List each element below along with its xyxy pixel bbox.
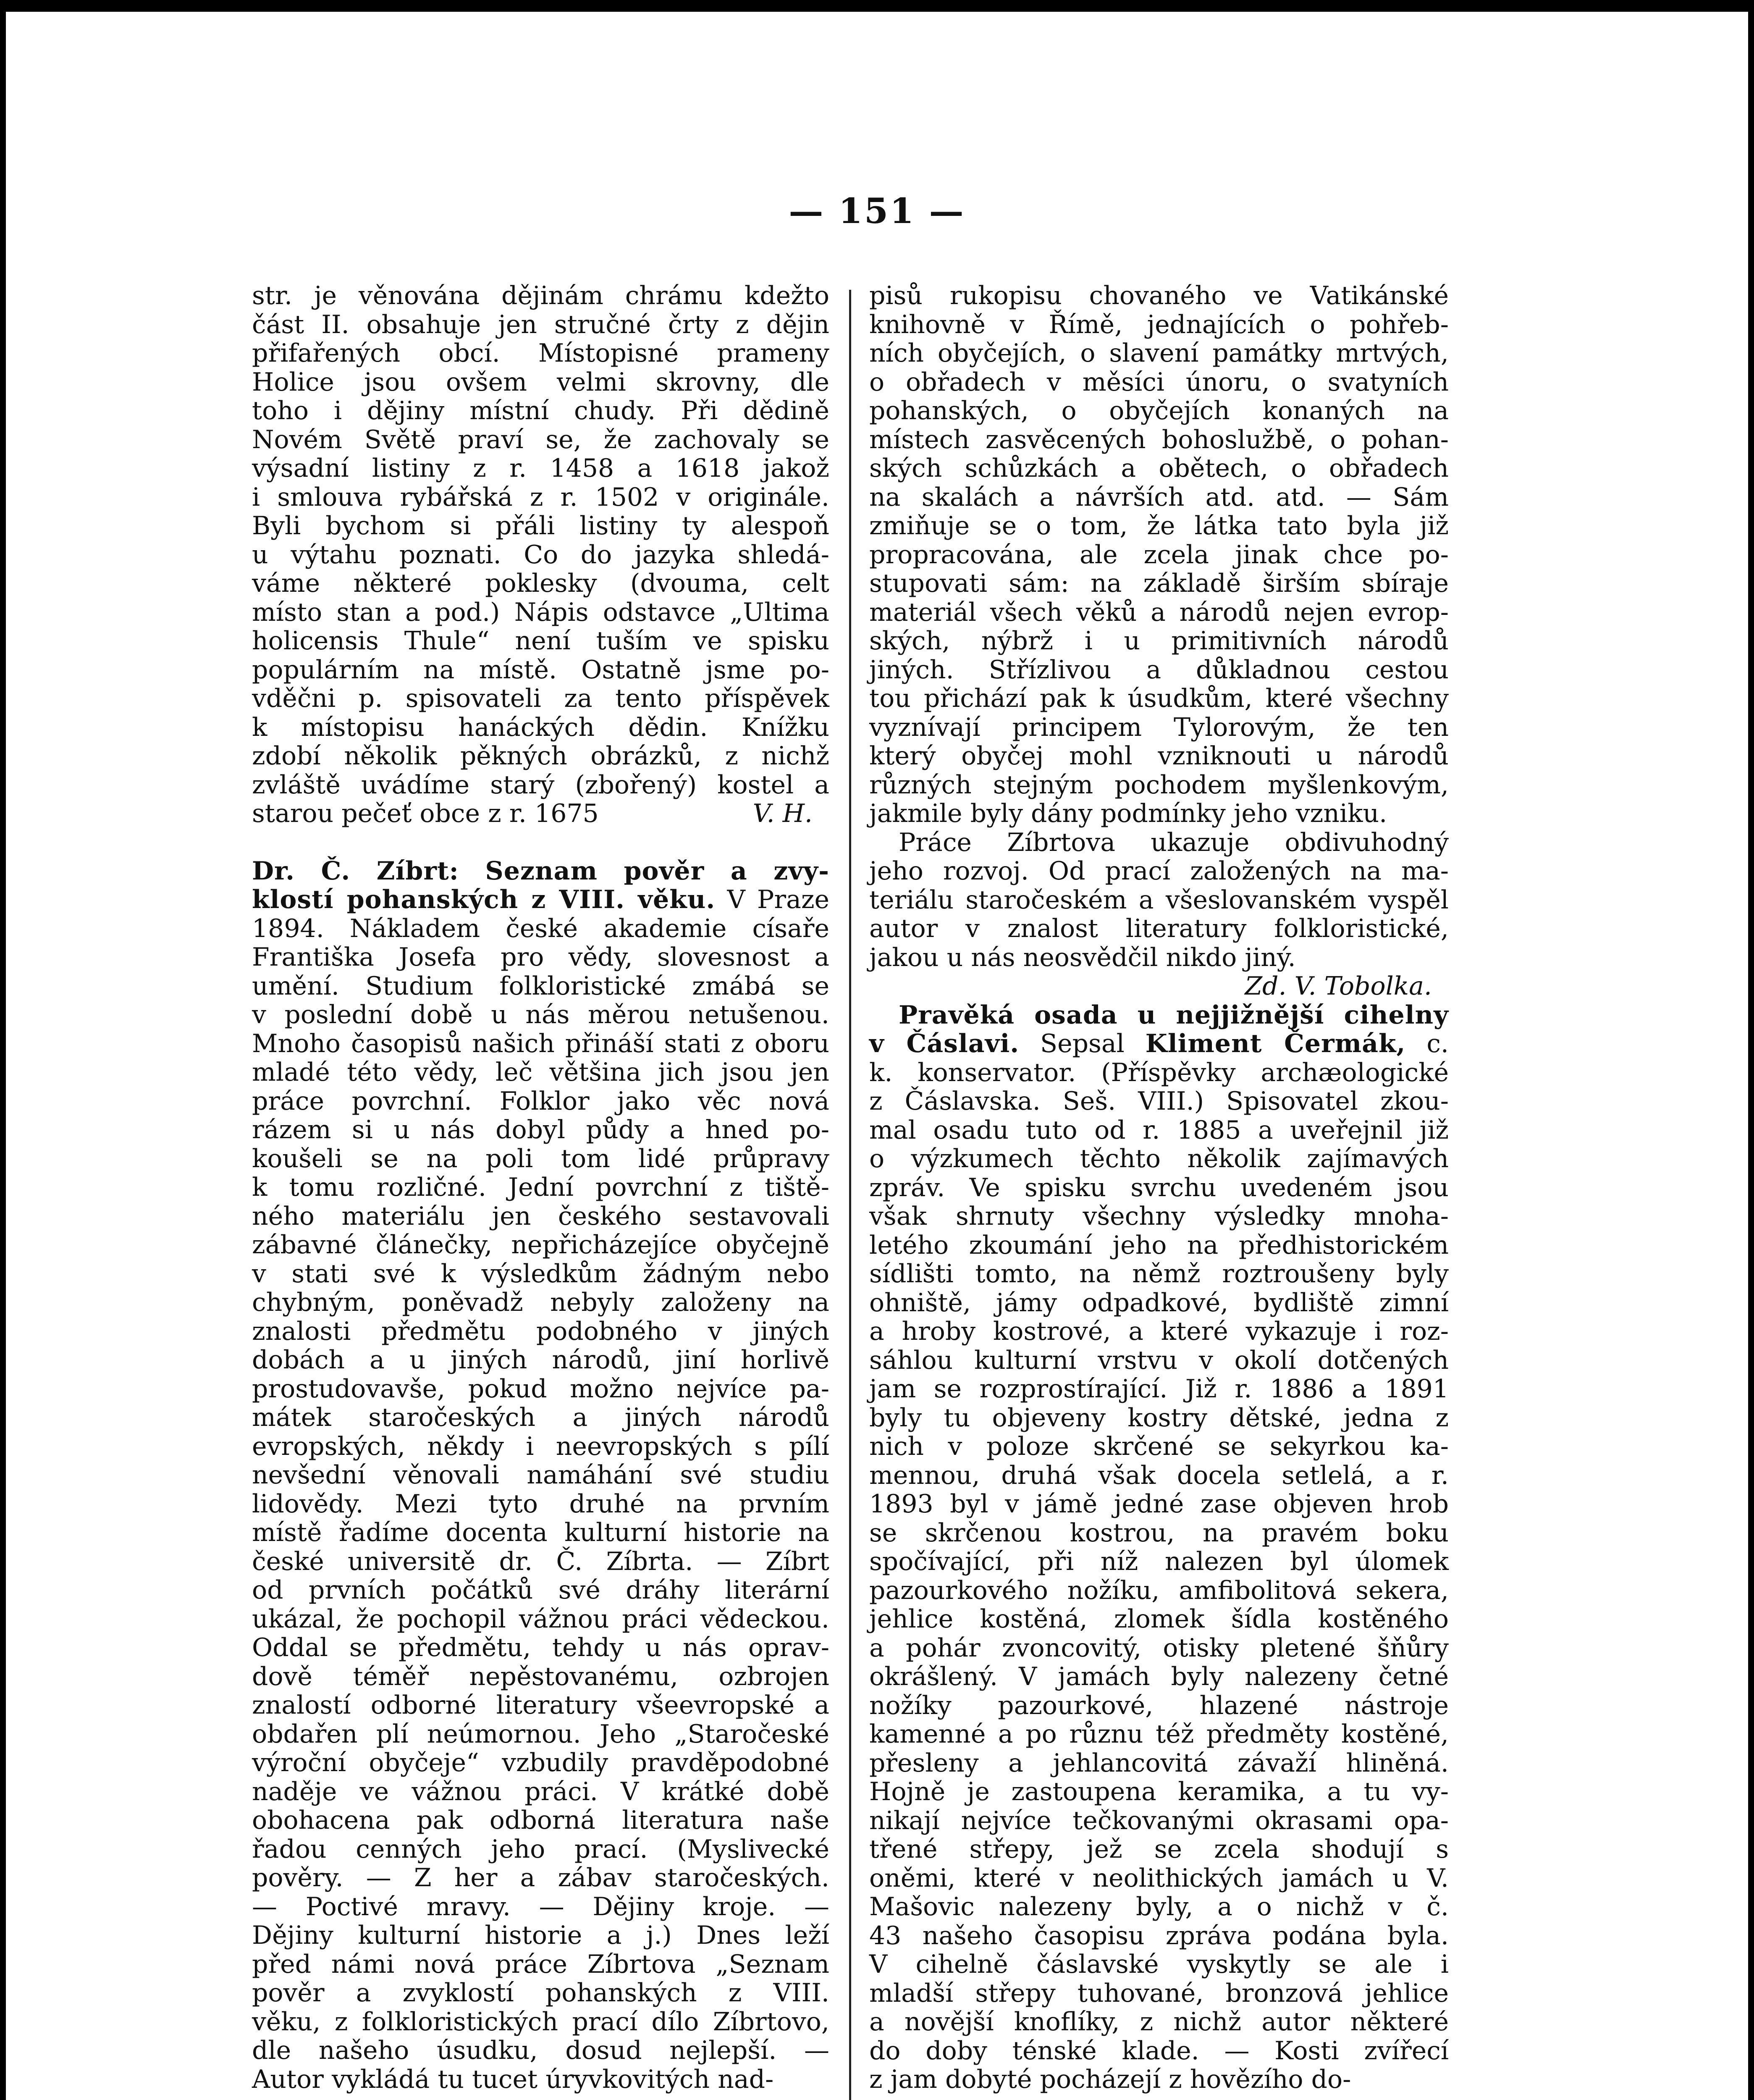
review2-line-5: zpráv. Ve spisku svrchu uvedeném jsou (869, 1173, 1449, 1202)
review2-line-16: 1893 byl v jámě jedné zase objeven hrob (869, 1489, 1449, 1519)
left-line-14: populárním na místě. Ostatně jsme po- (252, 655, 829, 685)
review2-line-18: spočívající, při níž nalezen byl úlomek (869, 1547, 1449, 1576)
review2-line-3: mal osadu tuto od r. 1885 a uveřejnil již (869, 1115, 1449, 1145)
review-line-19: evropských, někdy i neevropských s pílí (252, 1431, 829, 1461)
page-number: — 151 — (789, 191, 965, 231)
review-line-11: ného materiálu jen českého sestavovali (252, 1201, 829, 1231)
review2-line-32: V cihelně čáslavské vyskytly se ale i (869, 1950, 1449, 1979)
right-line-9: zmiňuje se o tom, že látka tato byla již (869, 511, 1449, 541)
review2-line-8: sídlišti tomto, na němž roztroušeny byly (869, 1259, 1449, 1289)
review2-line-7: letého zkoumání jeho na předhistorickém (869, 1230, 1449, 1260)
review2-line-14: nich v poloze skrčené se sekyrkou ka- (869, 1432, 1449, 1461)
right-line-11: stupovati sám: na základě širším sbíraje (869, 569, 1449, 598)
right-line-10: propracována, ale zcela jinak chce po- (869, 540, 1449, 570)
review2-line-12: jam se rozprostírající. Již r. 1886 a 1891 (869, 1374, 1449, 1404)
review2-heading-line-1: Pravěká osada u nejjižnější cihelny (899, 1000, 1449, 1030)
review-line-15: znalosti předmětu podobného v jiných (252, 1316, 829, 1346)
review2-line-20: jehlice kostěná, zlomek šídla kostěného (869, 1604, 1449, 1634)
review-line-18: mátek staročeských a jiných národů (252, 1403, 829, 1432)
right-line-21: jeho rozvoj. Od prací založených na ma- (869, 856, 1449, 886)
right-line-7: ských schůzkách a obětech, o obřadech (869, 454, 1449, 483)
right-line-23: autor v znalost literatury folkloristické, (869, 914, 1449, 943)
review-line-29: obdařen plí neúmornou. Jeho „Staročeské (252, 1719, 829, 1749)
scan-edge (0, 0, 1754, 12)
review2-line-19: pazourkového nožíku, amfibolitová sekera, (869, 1575, 1449, 1605)
review-line-8: rázem si u nás dobyl půdy a hned po- (252, 1115, 829, 1144)
review-line-7: práce povrchní. Folklor jako věc nová (252, 1086, 829, 1116)
review2-author: Kliment Čermák, (1145, 1029, 1406, 1058)
review-line-25: ukázal, že pochopil vážnou práci vědeckou. (252, 1604, 829, 1634)
left-line-15: vděčni p. spisovateli za tento příspěvek (252, 684, 829, 713)
review-line-12: zábavné článečky, nepřicházejíce obyčejně (252, 1230, 829, 1260)
review-line-6: mladé této vědy, leč většina jich jsou jen (252, 1058, 829, 1087)
review-line-3: umění. Studium folkloristické zmábá se (252, 971, 829, 1001)
signature-tobolka: Zd. V. Tobolka. (1245, 971, 1432, 1001)
review2-line-29: oněmi, které v neolithických jamách u V. (869, 1863, 1449, 1893)
review-line-37: před námi nová práce Zíbrtova „Seznam (252, 1949, 829, 1979)
right-line-2: knihovně v Římě, jednajících o pohřeb- (869, 310, 1449, 339)
review-line-10: k tomu rozličné. Jední povrchní z tiště- (252, 1173, 829, 1202)
review-heading-line-1: Dr. Č. Zíbrt: Seznam pověr a zvy- (252, 856, 829, 886)
left-line-16: k místopisu hanáckých dědin. Knížku (252, 712, 829, 742)
review-line-1: 1894. Nákladem české akademie císaře (252, 914, 829, 943)
review2-line-10: a hroby kostrové, a které vykazuje i roz- (869, 1317, 1449, 1346)
review-line-28: znalostí odborné literatury všeevropské a (252, 1690, 829, 1720)
left-line-13: holicensis Thule“ není tuším ve spisku (252, 626, 829, 656)
review-line-34: pověry. — Z her a zábav staročeských. (252, 1863, 829, 1893)
review-line-22: místě řadíme docenta kulturní historie na (252, 1518, 829, 1547)
right-line-22: teriálu staročeském a všeslovanském vyspěl (869, 885, 1449, 915)
review-line-21: lidovědy. Mezi tyto druhé na prvním (252, 1489, 829, 1519)
review2-line-4: o výzkumech těchto několik zajímavých (869, 1144, 1449, 1173)
review2-line-9: ohniště, jámy odpadkové, bydliště zimní (869, 1288, 1449, 1318)
right-text-block-2 (869, 1058, 1449, 2094)
left-line-17: zdobí několik pěkných obrázků, z nichž (252, 741, 829, 771)
review2-line-2: z Čáslavska. Seš. VIII.) Spisovatel zkou- (869, 1087, 1449, 1116)
review-heading-title-end: klostí pohanských z VIII. věku. (252, 885, 716, 914)
right-line-16: vyznívají principem Tylorovým, že ten (869, 712, 1449, 742)
review-line-39: věku, z folkloristických prací dílo Zíbrtovo, (252, 2007, 829, 2037)
review2-line-21: a pohár zvoncovitý, otisky pletené šňůry (869, 1633, 1449, 1663)
review2-line-27: nikají nejvíce tečkovanými okrasami opa- (869, 1806, 1449, 1835)
right-line-17: který obyčej mohl vzniknouti u národů (869, 741, 1449, 771)
right-line-1: pisů rukopisu chovaného ve Vatikánské (869, 281, 1449, 310)
left-line-10: u výtahu poznati. Co do jazyka shledá- (252, 540, 829, 570)
left-line-11: váme některé poklesky (dvouma, celt (252, 569, 829, 598)
right-line-15: tou přichází pak k úsudkům, které všechny (869, 684, 1449, 713)
left-line-18: zvláště uvádíme starý (zbořený) kostel a (252, 770, 829, 800)
review-line-24: od prvních počátků své dráhy literární (252, 1575, 829, 1605)
review-line-31: naděje ve vážnou práci. V krátké době (252, 1777, 829, 1806)
review2-line-25: přesleny a jehlancovitá závaží hliněná. (869, 1748, 1449, 1778)
review2-line-36: z jam dobyté pocházejí z hovězího do- (869, 2065, 1351, 2094)
column-divider (849, 290, 851, 2100)
right-line-12: materiál všech věků a národů nejen evrop- (869, 597, 1449, 627)
review-place: V Praze (727, 885, 829, 914)
right-line-3: ních obyčejích, o slavení památky mrtvých, (869, 339, 1449, 368)
review-line-17: prostudovavše, pokud možno nejvíce pa- (252, 1374, 829, 1404)
review-line-26: Oddal se předmětu, tehdy u nás oprav- (252, 1633, 829, 1662)
left-line-5: toho i dějiny místní chudy. Při dědině (252, 396, 829, 425)
right-line-6: místech zasvěcených bohoslužbě, o pohan- (869, 425, 1449, 454)
review2-line-31: 43 našeho časopisu zpráva podána byla. (869, 1921, 1449, 1950)
review2-line-15: mennou, druhá však docela setlelá, a r. (869, 1460, 1449, 1490)
review-line-2: Františka Josefa pro vědy, slovesnost a (252, 942, 829, 972)
review-line-9: koušeli se na poli tom lidé průpravy (252, 1144, 829, 1173)
left-line-6: Novém Světě praví se, že zachovaly se (252, 425, 829, 454)
right-column (869, 281, 1449, 2094)
review2-line-11: sáhlou kulturní vrstvu v okolí dotčených (869, 1345, 1449, 1375)
review-line-38: pověr a zvyklostí pohanských z VIII. (252, 1978, 829, 2008)
review2-line-34: a novější knoflíky, z nichž autor některé (869, 2007, 1449, 2037)
review-line-36: Dějiny kulturní historie a j.) Dnes leží (252, 1921, 829, 1950)
review-line-30: výroční obyčeje“ vzbudily pravděpodobné (252, 1748, 829, 1777)
left-line-9: Byli bychom si přáli listiny ty alespoň (252, 511, 829, 541)
review2-sepsal: Sepsal (1040, 1029, 1125, 1058)
review2-line-1: k. konservator. (Příspěvky archæologické (869, 1058, 1449, 1087)
review2-place: v Čáslavi. (869, 1029, 1020, 1058)
review2-line-30: Mašovic nalezeny byly, a o nichž v č. (869, 1892, 1449, 1922)
right-line-4: o obřadech v měsíci únoru, o svatyních (869, 367, 1449, 397)
left-line-19: starou pečeť obce z r. 1675 (252, 799, 599, 828)
right-line-8: na skalách a návrších atd. atd. — Sám (869, 482, 1449, 512)
right-line-13: ských, nýbrž i u primitivních národů (869, 626, 1449, 656)
review-heading-line-2 (252, 885, 829, 914)
review2-line-6: však shrnuty všechny výsledky mnoha- (869, 1202, 1449, 1231)
review2-title-start: c. (1426, 1029, 1449, 1058)
right-line-24: jakou u nás neosvědčil nikdo jiný. (869, 942, 1296, 972)
left-last-line-with-signature (252, 799, 829, 828)
left-line-2: část II. obsahuje jen stručné črty z dějin (252, 310, 829, 339)
right-line-14: jiných. Střízlivou a důkladnou cestou (869, 655, 1449, 685)
review-line-16: dobách a u jiných národů, jiní horlivě (252, 1345, 829, 1375)
left-line-3: přifařených obcí. Místopisné prameny (252, 339, 829, 368)
right-line-19: jakmile byly dány podmínky jeho vzniku. (869, 799, 1387, 828)
review2-line-17: se skrčenou kostrou, na pravém boku (869, 1518, 1449, 1548)
left-column (252, 281, 829, 2094)
signature-vh: V. H. (752, 799, 813, 828)
review2-line-23: nožíky pazourkové, hlazené nástroje (869, 1690, 1449, 1720)
review2-heading-line-2 (869, 1029, 1449, 1058)
left-line-4: Holice jsou ovšem velmi skrovny, dle (252, 367, 829, 397)
review-line-4: v poslední době u nás měrou netušenou. (252, 1000, 829, 1029)
review2-line-26: Hojně je zastoupena keramika, a tu vy- (869, 1777, 1449, 1806)
review2-line-33: mladší střepy tuhované, bronzová jehlice (869, 1978, 1449, 2008)
left-line-1: str. je věnována dějinám chrámu kdežto (252, 281, 829, 310)
review-line-32: obohacena pak odborná literatura naše (252, 1806, 829, 1835)
review-line-41: Autor vykládá tu tucet úryvkovitých nad- (252, 2064, 774, 2094)
review-line-14: chybným, poněvadž nebyly založeny na (252, 1288, 829, 1317)
section-gap (252, 828, 829, 857)
review2-line-28: třené střepy, jež se zcela shodují s (869, 1835, 1449, 1864)
review-text-block (252, 914, 829, 2094)
review-line-35: — Poctivé mravy. — Dějiny kroje. — (252, 1892, 829, 1922)
review2-line-13: byly tu objeveny kostry dětské, jedna z (869, 1403, 1449, 1433)
review-line-33: řadou cenných jeho prací. (Myslivecké (252, 1834, 829, 1864)
left-line-12: místo stan a pod.) Nápis odstavce „Ultima (252, 597, 829, 627)
review-line-13: v stati své k výsledkům žádným nebo (252, 1259, 829, 1289)
left-text-block (252, 281, 829, 799)
review2-line-24: kamenné a po různu též předměty kostěné, (869, 1719, 1449, 1749)
right-line-5: pohanských, o obyčejích konaných na (869, 396, 1449, 425)
right-line-20: Práce Zíbrtova ukazuje obdivuhodný (899, 827, 1449, 857)
right-text-block-1 (869, 281, 1449, 972)
review-line-20: nevšední věnovali namáhání své studiu (252, 1460, 829, 1490)
review-line-27: dově téměř nepěstovanému, ozbrojen (252, 1662, 829, 1691)
review-line-23: české universitě dr. Č. Zíbrta. — Zíbrt (252, 1546, 829, 1576)
review2-line-22: okrášlený. V jamách byly nalezeny četné (869, 1662, 1449, 1691)
review2-line-35: do doby ténské klade. — Kosti zvířecí (869, 2036, 1449, 2066)
review-line-40: dle našeho úsudku, dosud nejlepší. — (252, 2036, 829, 2065)
left-line-8: i smlouva rybářská z r. 1502 v originále. (252, 482, 829, 512)
review-line-5: Mnoho časopisů našich přináší stati z oboru (252, 1029, 829, 1058)
left-line-7: výsadní listiny z r. 1458 a 1618 jakož (252, 454, 829, 483)
right-line-18: různých stejným pochodem myšlenkovým, (869, 770, 1449, 800)
